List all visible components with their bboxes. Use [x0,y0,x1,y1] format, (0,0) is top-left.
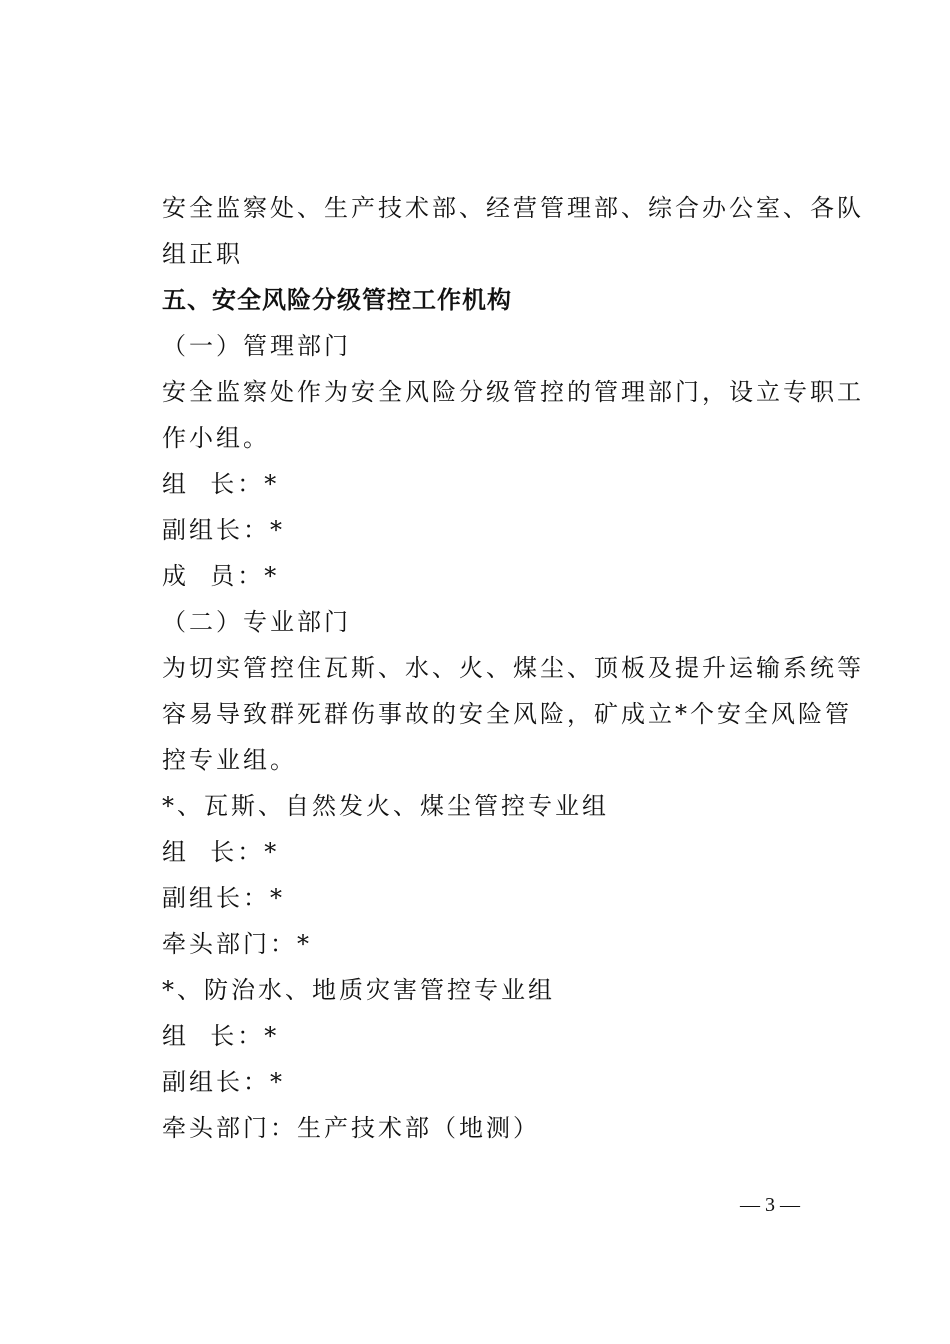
lead-department-line: 牵头部门：* [162,930,312,958]
member-line: 成 员：* [162,562,280,590]
deputy-leader-line: 副组长：* [162,1068,285,1096]
body-text-line: 作小组。 [162,424,270,452]
section-heading: 五、安全风险分级管控工作机构 [162,286,512,314]
group-leader-line: 组 长：* [162,470,280,498]
body-text-line: 容易导致群死群伤事故的安全风险，矿成立*个安全风险管 [162,700,852,728]
subsection-heading: （一）管理部门 [162,332,351,360]
group-title: *、瓦斯、自然发火、煤尘管控专业组 [162,792,609,820]
body-text-line: 为切实管控住瓦斯、水、火、煤尘、顶板及提升运输系统等 [162,654,864,682]
group-leader-line: 组 长：* [162,838,280,866]
body-text-line: 安全监察处、生产技术部、经营管理部、综合办公室、各队 [162,194,864,222]
subsection-heading: （二）专业部门 [162,608,351,636]
group-title: *、防治水、地质灾害管控专业组 [162,976,555,1004]
lead-department-line: 牵头部门：生产技术部（地测） [162,1114,540,1142]
deputy-leader-line: 副组长：* [162,884,285,912]
deputy-leader-line: 副组长：* [162,516,285,544]
group-leader-line: 组 长：* [162,1022,280,1050]
body-text-line: 控专业组。 [162,746,297,774]
body-text-line: 组正职 [162,240,243,268]
page-number: — 3 — [740,1194,800,1216]
body-text-line: 安全监察处作为安全风险分级管控的管理部门，设立专职工 [162,378,864,406]
